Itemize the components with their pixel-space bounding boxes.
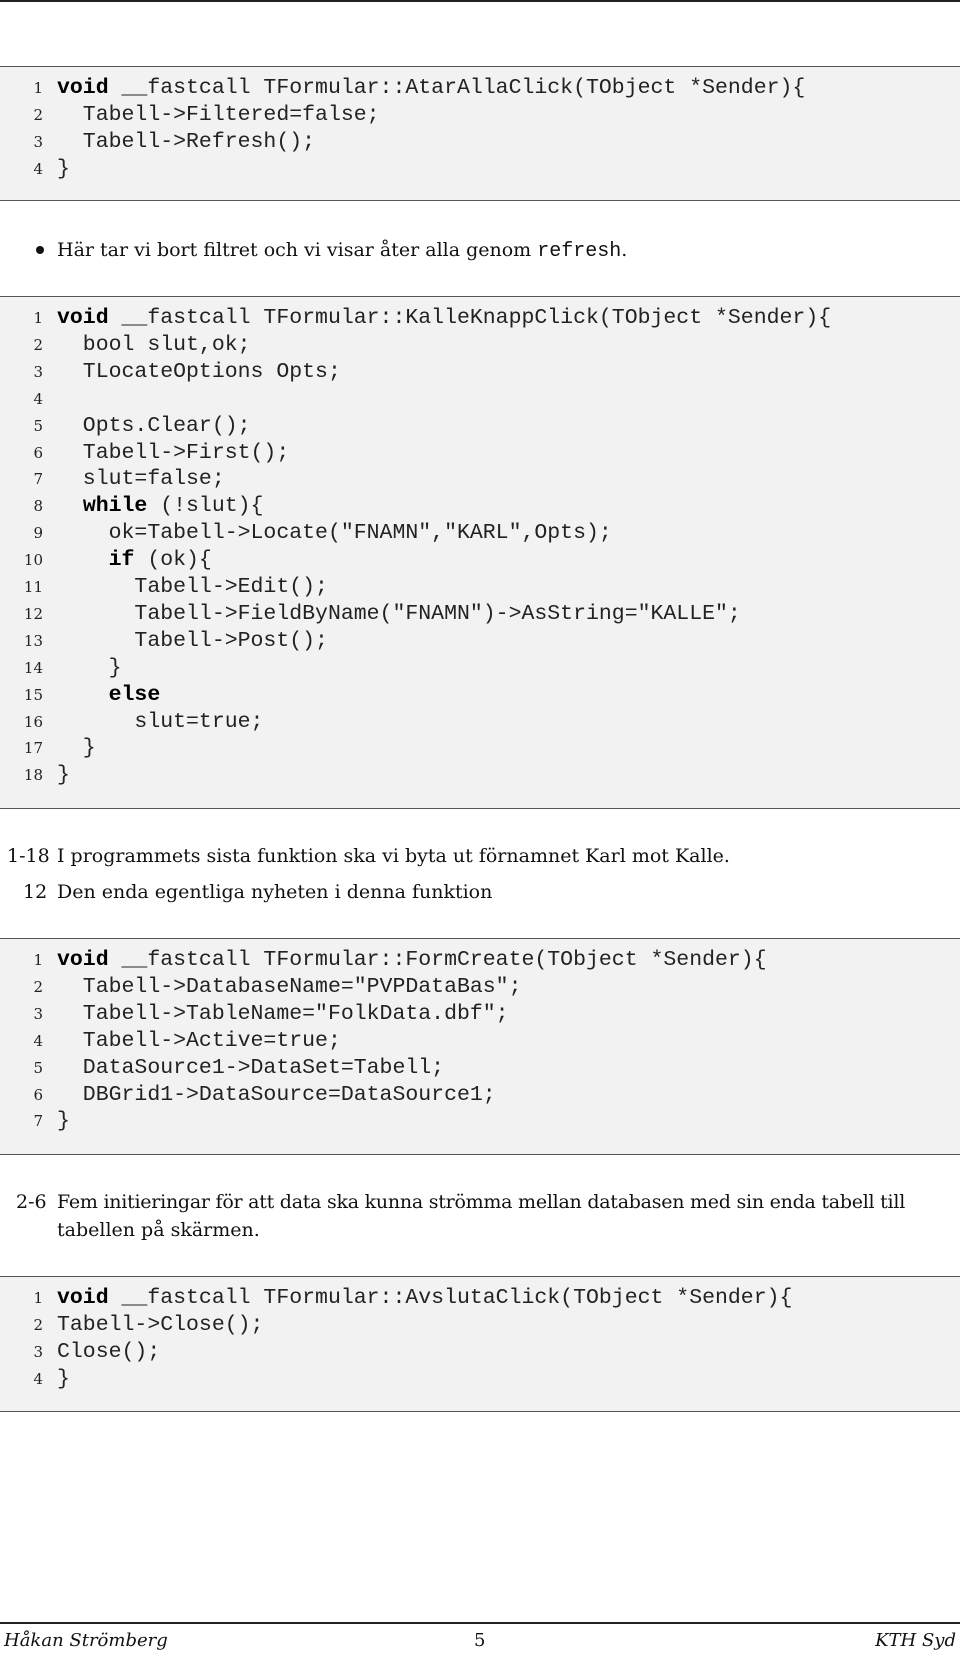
code-text bbox=[57, 1366, 70, 1392]
code-text bbox=[57, 1339, 160, 1365]
code-text bbox=[57, 1028, 341, 1054]
code-keyword: void bbox=[57, 306, 109, 330]
code-text bbox=[57, 628, 328, 654]
code-text bbox=[57, 574, 328, 600]
code-text bbox=[57, 1082, 496, 1108]
line-number: 8 bbox=[33, 497, 43, 516]
code-segment: Tabell->Filtered=false; bbox=[57, 102, 380, 127]
code-keyword: if bbox=[108, 548, 135, 573]
code-segment: Tabell->Post(); bbox=[57, 628, 328, 653]
line-number: 5 bbox=[33, 1058, 43, 1077]
code-block-atar-alla-click bbox=[0, 66, 960, 201]
code-text bbox=[57, 493, 263, 519]
code-segment: Opts.Clear(); bbox=[57, 413, 251, 438]
line-number: 6 bbox=[33, 443, 43, 462]
code-text bbox=[57, 1312, 263, 1338]
code-line bbox=[0, 762, 960, 788]
code-segment: } bbox=[57, 655, 122, 680]
code-line bbox=[0, 547, 960, 573]
code-segment: Tabell->First(); bbox=[57, 440, 290, 465]
note-label-1-18: 1-18 bbox=[7, 845, 50, 867]
line-number: 7 bbox=[33, 470, 43, 489]
code-line bbox=[0, 655, 960, 681]
code-line bbox=[0, 1082, 960, 1108]
code-segment: ok=Tabell->Locate("FNAMN","KARL",Opts); bbox=[57, 521, 612, 546]
code-keyword: void bbox=[57, 948, 109, 972]
code-text bbox=[57, 156, 70, 182]
footer-page-number: 5 bbox=[474, 1630, 486, 1651]
line-number: 3 bbox=[33, 132, 43, 151]
code-block-avsluta-click bbox=[0, 1276, 960, 1412]
code-line bbox=[0, 628, 960, 654]
code-segment: (ok){ bbox=[134, 548, 212, 573]
code-text bbox=[57, 709, 263, 735]
bullet-icon bbox=[36, 246, 44, 254]
code-segment: Tabell->Active=true; bbox=[57, 1028, 341, 1053]
code-text bbox=[57, 440, 289, 466]
code-line bbox=[0, 156, 960, 182]
code-text bbox=[57, 655, 122, 681]
code-segment: __fastcall TFormular::FormCreate(TObject *Sender){ bbox=[108, 948, 767, 972]
line-number: 9 bbox=[33, 524, 43, 543]
code-segment: } bbox=[57, 1366, 70, 1391]
code-segment: Tabell->FieldByName("FNAMN")->AsString="KALLE"; bbox=[57, 601, 741, 626]
code-segment: bool slut,ok; bbox=[57, 332, 251, 357]
code-line bbox=[0, 1366, 960, 1392]
code-keyword: else bbox=[108, 682, 161, 707]
note-text-1-18: I programmets sista funktion ska vi byta ut förnamnet Karl mot Kalle. bbox=[57, 845, 730, 867]
code-segment: (!slut){ bbox=[147, 494, 264, 519]
line-number: 2 bbox=[33, 105, 43, 124]
code-segment: __fastcall TFormular::AtarAllaClick(TObject *Sender){ bbox=[108, 76, 806, 100]
bullet-end: . bbox=[621, 239, 628, 261]
line-number: 1 bbox=[33, 951, 43, 969]
code-segment bbox=[57, 548, 109, 572]
code-line bbox=[0, 1108, 960, 1134]
code-line bbox=[0, 574, 960, 600]
line-number: 15 bbox=[23, 685, 43, 704]
line-number: 3 bbox=[33, 362, 43, 381]
code-text bbox=[57, 129, 315, 155]
line-number: 4 bbox=[33, 1031, 43, 1050]
code-segment: TLocateOptions Opts; bbox=[57, 359, 341, 384]
line-number: 4 bbox=[33, 159, 43, 178]
code-line bbox=[0, 1285, 960, 1311]
code-line bbox=[0, 1001, 960, 1027]
code-line bbox=[0, 682, 960, 708]
code-segment: DBGrid1->DataSource=DataSource1; bbox=[57, 1082, 496, 1107]
note-text-2-6-line1: Fem initieringar för att data ska kunna strömma mellan databasen med sin enda tabell till bbox=[57, 1191, 906, 1213]
code-line bbox=[0, 1028, 960, 1054]
code-text bbox=[57, 1001, 509, 1027]
code-line bbox=[0, 386, 960, 412]
code-line bbox=[0, 440, 960, 466]
code-segment: Tabell->DatabaseName="PVPDataBas"; bbox=[57, 974, 522, 999]
code-text bbox=[57, 601, 741, 627]
code-keyword: while bbox=[82, 494, 148, 519]
code-segment: __fastcall TFormular::KalleKnappClick(TObject *Sender){ bbox=[108, 306, 832, 330]
bullet-paragraph bbox=[57, 236, 627, 266]
line-number: 1 bbox=[33, 309, 43, 327]
code-segment: } bbox=[57, 156, 70, 181]
code-line bbox=[0, 1055, 960, 1081]
line-number: 11 bbox=[23, 578, 43, 596]
line-number: 2 bbox=[33, 335, 43, 354]
code-segment: } bbox=[57, 1109, 70, 1134]
line-number: 3 bbox=[33, 1004, 43, 1023]
code-keyword: void bbox=[57, 1286, 109, 1310]
code-segment: Tabell->Edit(); bbox=[57, 575, 328, 599]
line-number: 14 bbox=[23, 658, 43, 677]
code-text bbox=[57, 102, 380, 128]
code-segment: DataSource1->DataSet=Tabell; bbox=[57, 1055, 445, 1080]
code-text bbox=[57, 1285, 792, 1311]
code-line bbox=[0, 359, 960, 385]
code-segment: } bbox=[57, 736, 96, 761]
code-line bbox=[0, 735, 960, 761]
code-text bbox=[57, 305, 831, 331]
footer-rule bbox=[0, 1622, 960, 1624]
code-line bbox=[0, 974, 960, 1000]
code-text bbox=[57, 413, 251, 439]
line-number: 3 bbox=[33, 1342, 43, 1361]
line-number: 10 bbox=[23, 551, 43, 570]
code-line bbox=[0, 413, 960, 439]
code-line bbox=[0, 305, 960, 331]
code-segment bbox=[57, 683, 109, 707]
footer-organization: KTH Syd bbox=[875, 1630, 956, 1651]
code-segment: } bbox=[57, 763, 70, 788]
code-segment: Tabell->Close(); bbox=[57, 1312, 264, 1337]
code-block-form-create bbox=[0, 938, 960, 1155]
code-text bbox=[57, 520, 612, 546]
code-line bbox=[0, 102, 960, 128]
line-number: 4 bbox=[33, 389, 43, 408]
code-text bbox=[57, 682, 160, 708]
line-number: 12 bbox=[23, 604, 43, 623]
code-segment: Tabell->Refresh(); bbox=[57, 129, 316, 154]
line-number: 6 bbox=[33, 1085, 43, 1104]
code-text bbox=[57, 974, 521, 1000]
code-text bbox=[57, 947, 767, 973]
code-line bbox=[0, 709, 960, 735]
code-text bbox=[57, 359, 341, 385]
line-number: 4 bbox=[33, 1369, 43, 1388]
bullet-code: refresh bbox=[537, 240, 622, 263]
code-line bbox=[0, 466, 960, 492]
note-text-2-6-line2: tabellen på skärmen. bbox=[57, 1219, 260, 1241]
code-line bbox=[0, 520, 960, 546]
code-line bbox=[0, 332, 960, 358]
code-text bbox=[57, 466, 225, 492]
bullet-text: Här tar vi bort filtret och vi visar åter alla genom bbox=[57, 239, 538, 261]
code-line bbox=[0, 75, 960, 101]
code-segment: slut=false; bbox=[57, 467, 225, 492]
code-text bbox=[57, 1108, 70, 1134]
line-number: 7 bbox=[33, 1112, 43, 1131]
code-text bbox=[57, 735, 96, 761]
line-number: 18 bbox=[23, 766, 43, 785]
code-text bbox=[57, 547, 212, 573]
line-number: 16 bbox=[23, 712, 43, 731]
code-text bbox=[57, 762, 70, 788]
line-number: 13 bbox=[23, 631, 43, 650]
code-text bbox=[57, 332, 251, 358]
code-segment: slut=true; bbox=[57, 709, 264, 734]
line-number: 17 bbox=[23, 739, 43, 758]
code-line bbox=[0, 947, 960, 973]
code-line bbox=[0, 1339, 960, 1365]
code-text bbox=[57, 1055, 444, 1081]
code-segment bbox=[57, 494, 83, 518]
note-text-12: Den enda egentliga nyheten i denna funktion bbox=[57, 881, 493, 903]
code-line bbox=[0, 601, 960, 627]
code-block-kalle-knapp-click bbox=[0, 296, 960, 809]
code-line bbox=[0, 1312, 960, 1338]
code-line bbox=[0, 493, 960, 519]
line-number: 2 bbox=[33, 1315, 43, 1334]
note-label-2-6: 2-6 bbox=[16, 1191, 47, 1213]
line-number: 1 bbox=[33, 1289, 43, 1307]
code-keyword: void bbox=[57, 76, 109, 100]
code-segment: Close(); bbox=[57, 1339, 161, 1364]
note-label-12: 12 bbox=[23, 881, 48, 903]
line-number: 2 bbox=[33, 977, 43, 996]
top-rule bbox=[0, 0, 960, 2]
line-number: 5 bbox=[33, 416, 43, 435]
code-segment: __fastcall TFormular::AvslutaClick(TObject *Sender){ bbox=[108, 1286, 793, 1310]
code-line bbox=[0, 129, 960, 155]
code-text bbox=[57, 75, 805, 101]
code-segment: Tabell->TableName="FolkData.dbf"; bbox=[57, 1001, 509, 1026]
line-number: 1 bbox=[33, 79, 43, 97]
footer-author: Håkan Strömberg bbox=[4, 1630, 168, 1651]
